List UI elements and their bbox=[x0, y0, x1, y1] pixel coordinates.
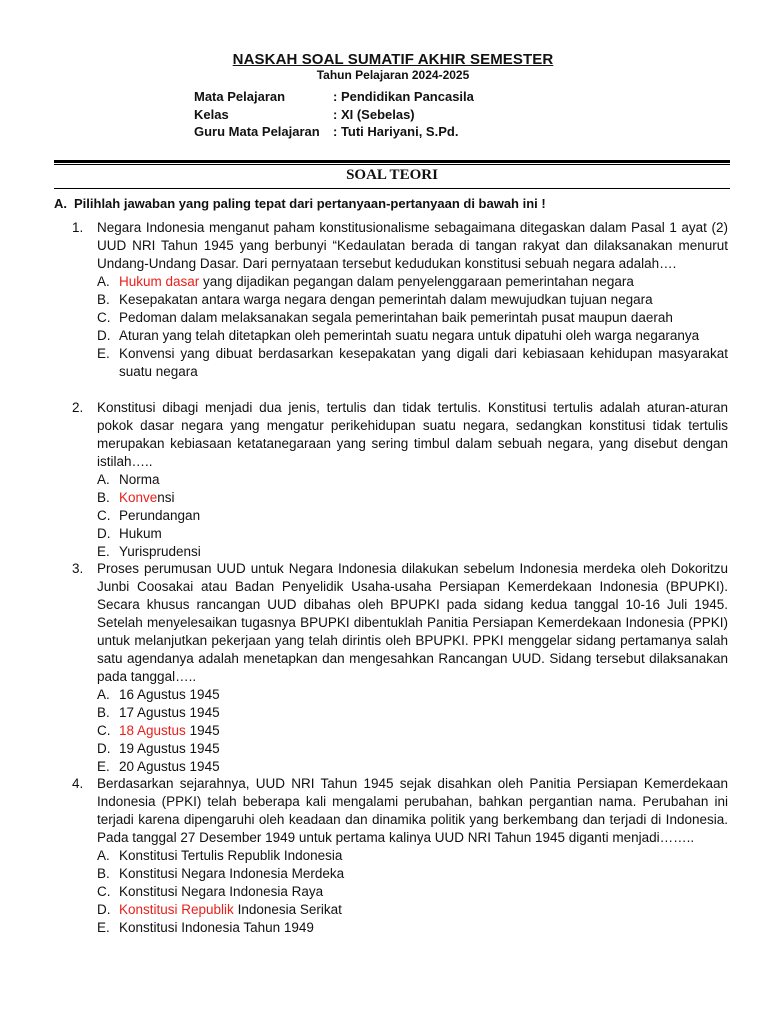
question-text: Negara Indonesia menganut paham konstitusionalisme sebagaimana ditegaskan dalam Pasal 1 ayat (2) UUD NRI Tahun 1945 yang berbunyi “Kedaulatan berada di tangan rakyat dan dilaksanakan menurut Undang-Undang Dasar. Dari pernyataan tersebut kedudukan konstitusi sebuah negara adalah…. bbox=[97, 220, 728, 271]
option-letter: E. bbox=[97, 759, 110, 774]
option-text: Konstitusi Indonesia Tahun 1949 bbox=[119, 920, 314, 935]
option-e bbox=[97, 543, 728, 561]
option-letter: B. bbox=[97, 705, 110, 720]
option-letter: D. bbox=[97, 902, 111, 917]
option-letter: E. bbox=[97, 920, 110, 935]
option-text: Konstitusi Negara Indonesia Raya bbox=[119, 884, 324, 899]
question-4 bbox=[72, 775, 728, 937]
option-c bbox=[97, 722, 728, 740]
instruction bbox=[54, 196, 546, 211]
option-d bbox=[97, 525, 728, 543]
option-text: 20 Agustus 1945 bbox=[119, 759, 220, 774]
answer-highlight: Konstitusi Republik bbox=[119, 902, 234, 917]
option-b bbox=[97, 704, 728, 722]
option-a bbox=[97, 273, 728, 291]
option-letter: B. bbox=[97, 866, 110, 881]
option-text: Kesepakatan antara warga negara dengan pemerintah dalam mewujudkan tujuan negara bbox=[119, 292, 653, 307]
option-b bbox=[97, 865, 728, 883]
option-letter: C. bbox=[97, 508, 111, 523]
option-a bbox=[97, 847, 728, 865]
question-3 bbox=[72, 560, 728, 776]
question-number: 1. bbox=[72, 220, 84, 235]
academic-year: Tahun Pelajaran 2024-2025 bbox=[316, 68, 470, 82]
option-letter: A. bbox=[97, 848, 110, 863]
meta-label: Guru Mata Pelajaran bbox=[194, 124, 320, 139]
option-letter: C. bbox=[97, 884, 111, 899]
instruction-text: Pilihlah jawaban yang paling tepat dari pertanyaan-pertanyaan di bawah ini ! bbox=[74, 196, 546, 211]
option-letter: A. bbox=[97, 687, 110, 702]
option-d bbox=[97, 740, 728, 758]
meta-label: Mata Pelajaran bbox=[194, 89, 286, 104]
answer-highlight: Konve bbox=[119, 490, 158, 505]
option-text: 16 Agustus 1945 bbox=[119, 687, 220, 702]
meta-value: : Tuti Hariyani, S.Pd. bbox=[333, 124, 459, 139]
document-title: NASKAH SOAL SUMATIF AKHIR SEMESTER bbox=[232, 51, 554, 68]
option-text: Hukum bbox=[119, 526, 162, 541]
option-letter: E. bbox=[97, 544, 110, 559]
option-text: Konvensi yang dibuat berdasarkan kesepakatan yang digali dari kebiasaan kehidupan masyarakat suatu negara bbox=[119, 346, 728, 379]
option-letter: B. bbox=[97, 292, 110, 307]
option-e bbox=[97, 345, 728, 381]
option-letter: A. bbox=[97, 472, 110, 487]
option-text: Pedoman dalam melaksanakan segala pemerintahan baik pemerintah pusat maupun daerah bbox=[119, 310, 673, 325]
option-e bbox=[97, 919, 728, 937]
divider-thin bbox=[54, 164, 730, 165]
option-letter: C. bbox=[97, 310, 111, 325]
option-text: Konstitusi Negara Indonesia Merdeka bbox=[119, 866, 345, 881]
meta-value: : XI (Sebelas) bbox=[333, 107, 415, 122]
option-b bbox=[97, 489, 728, 507]
option-text: 19 Agustus 1945 bbox=[119, 741, 220, 756]
option-e bbox=[97, 758, 728, 776]
option-a bbox=[97, 471, 728, 489]
option-letter: D. bbox=[97, 526, 111, 541]
question-1 bbox=[72, 219, 728, 381]
option-text: 17 Agustus 1945 bbox=[119, 705, 220, 720]
option-letter: D. bbox=[97, 741, 111, 756]
instruction-label: A. bbox=[54, 196, 67, 211]
option-c bbox=[97, 507, 728, 525]
meta-label: Kelas bbox=[194, 107, 229, 122]
option-text: 1945 bbox=[185, 723, 220, 738]
option-text: nsi bbox=[157, 490, 175, 505]
option-text: Aturan yang telah ditetapkan oleh pemerintah suatu negara untuk dipatuhi oleh warga negaranya bbox=[119, 328, 700, 343]
option-text: Norma bbox=[119, 472, 160, 487]
option-d bbox=[97, 327, 728, 345]
question-text: Proses perumusan UUD untuk Negara Indonesia dilakukan sebelum Indonesia merdeka oleh Dokoritzu Junbi Coosakai atau Badan Penyelidik Usaha-usaha Persiapan Kemerdekaan Indonesia (BPUPKI). Secara khusus rancangan UUD dibahas oleh BPUPKI pada sidang kedua tanggal 10-16 Juli 1945. Setelah menyelesaikan tugasnya BPUPKI dibentuklah Panitia Persiapan Kemerdekaan Indonesia (PPKI) untuk melanjutkan pekerjaan yang telah dirintis oleh BPUPKI. PPKI menggelar sidang pertamanya salah satu agendanya adalah menetapkan dan mengesahkan Rancangan UUD. Sidang tersebut dilaksanakan pada tanggal….. bbox=[97, 561, 728, 684]
question-text: Konstitusi dibagi menjadi dua jenis, tertulis dan tidak tertulis. Konstitusi tertulis adalah aturan-aturan pokok dasar negara yang mengatur perikehidupan suatu negara, sedangkan konstitusi tidak tertulis merupakan kebiasaan ketatanegaraan yang sering timbul dalam sebuah negara, yang disebut dengan istilah….. bbox=[97, 400, 728, 469]
option-letter: E. bbox=[97, 346, 110, 361]
option-a bbox=[97, 686, 728, 704]
question-text: Berdasarkan sejarahnya, UUD NRI Tahun 1945 sejak disahkan oleh Panitia Persiapan Kemerdekaan Indonesia (PPKI) telah beberapa kali mengalami perubahan, bahkan pergantian nama. Perubahan ini terjadi karena dipengaruhi oleh keadaan dan dinamika politik yang berkembang dan terjadi di Indonesia. Pada tanggal 27 Desember 1949 untuk pertama kalinya UUD NRI Tahun 1945 diganti menjadi…….. bbox=[97, 776, 728, 845]
option-letter: A. bbox=[97, 274, 110, 289]
option-letter: C. bbox=[97, 723, 111, 738]
option-letter: D. bbox=[97, 328, 111, 343]
option-b bbox=[97, 291, 728, 309]
option-letter: B. bbox=[97, 490, 110, 505]
question-2 bbox=[72, 399, 728, 561]
answer-highlight: Hukum dasar bbox=[119, 274, 200, 289]
question-number: 4. bbox=[72, 776, 84, 791]
divider-section bbox=[54, 188, 730, 189]
option-text: Perundangan bbox=[119, 508, 201, 523]
option-text: yang dijadikan pegangan dalam penyelenggaraan pemerintahan negara bbox=[199, 274, 634, 289]
question-number: 3. bbox=[72, 561, 84, 576]
option-text: Yurisprudensi bbox=[119, 544, 201, 559]
answer-highlight: 18 Agustus bbox=[119, 723, 186, 738]
option-text: Konstitusi Tertulis Republik Indonesia bbox=[119, 848, 343, 863]
meta-row-class bbox=[194, 107, 415, 122]
divider-thick bbox=[54, 160, 730, 163]
option-d bbox=[97, 901, 728, 919]
section-title: SOAL TEORI bbox=[346, 167, 438, 183]
meta-row-teacher bbox=[194, 124, 458, 139]
option-text: Indonesia Serikat bbox=[233, 902, 342, 917]
option-c bbox=[97, 883, 728, 901]
meta-value: : Pendidikan Pancasila bbox=[333, 89, 474, 104]
meta-row-subject bbox=[194, 89, 474, 104]
option-c bbox=[97, 309, 728, 327]
question-number: 2. bbox=[72, 400, 84, 415]
